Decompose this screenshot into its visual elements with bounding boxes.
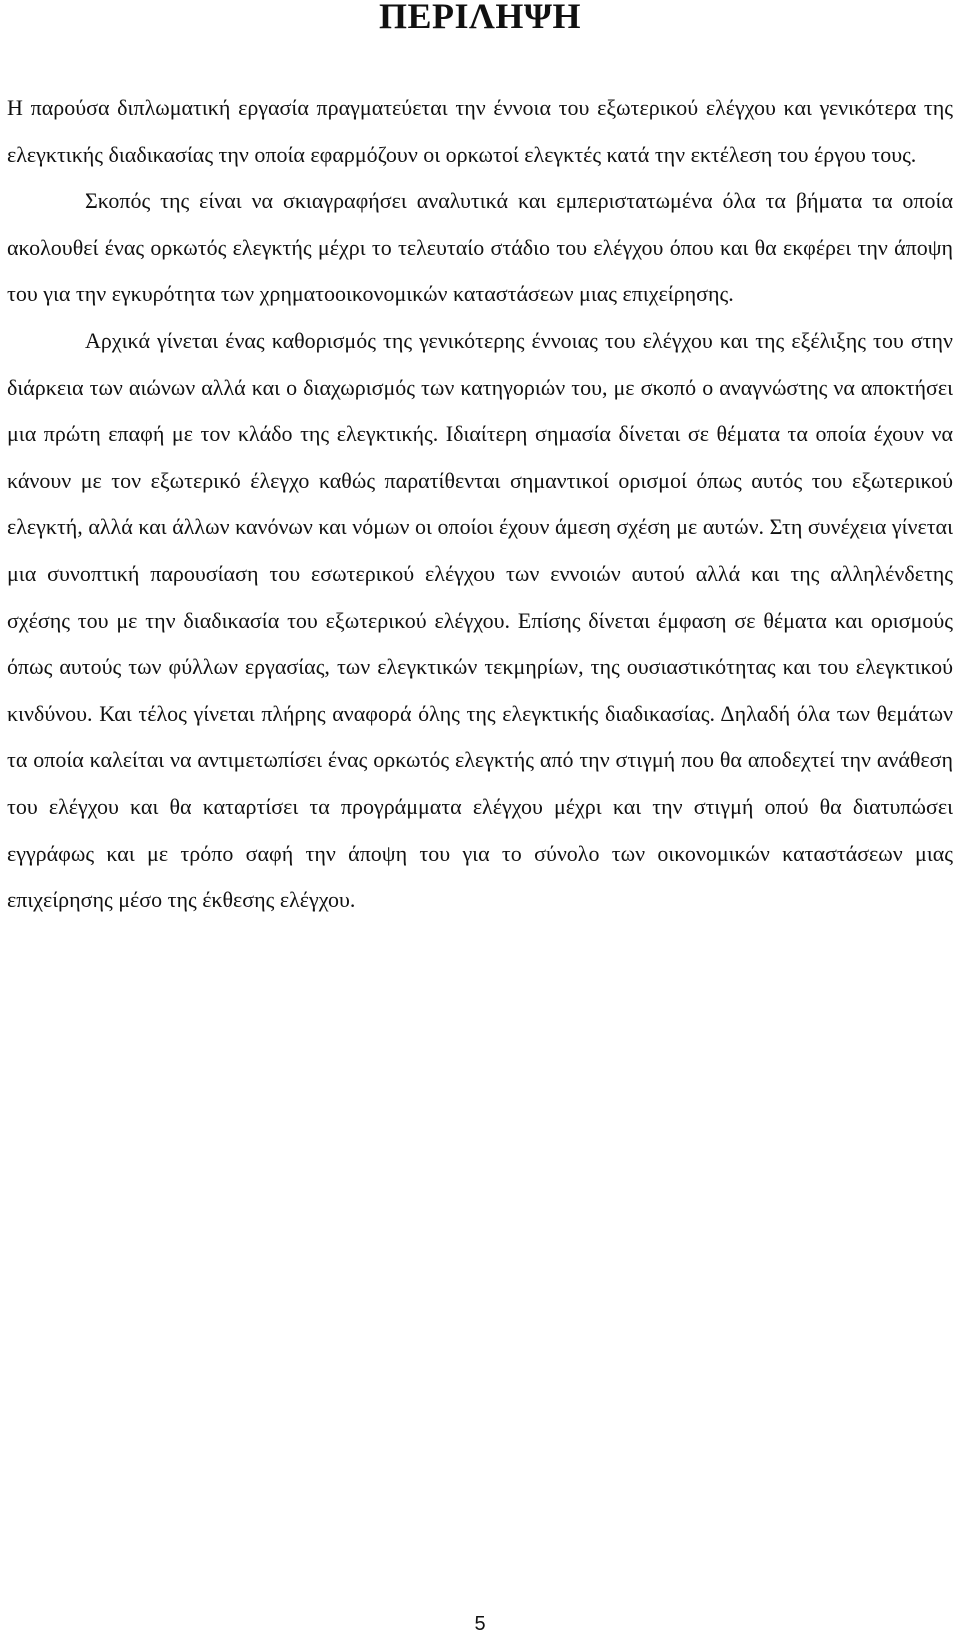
- paragraph-contents: Αρχικά γίνεται ένας καθορισμός της γενικότερης έννοιας του ελέγχου και της εξέλιξης του στην διάρκεια των αιώνων αλλά και ο διαχωρισμός των κατηγοριών του, με σκοπό ο αναγνώστης να αποκτήσει μια πρώτη επαφή με τον κλάδο της ελεγκτικής. Ιδιαίτερη σημασία δίνεται σε θέματα τα οποία έχουν να κάνουν με τον εξωτερικό έλεγχο καθώς παρατίθενται σημαντικοί ορισμοί όπως αυτός του εξωτερικού ελεγκτή, αλλά και άλλων κανόνων και νόμων οι οποίοι έχουν άμεση σχέση με αυτών. Στη συνέχεια γίνεται μια συνοπτική παρουσίαση του εσωτερικού ελέγχου των εννοιών αυτού αλλά και της αλληλένδετης σχέσης του με την διαδικασία του εξωτερικού ελέγχου. Επίσης δίνεται έμφαση σε θέματα και ορισμούς όπως αυτούς των φύλλων εργασίας, των ελεγκτικών τεκμηρίων, της ουσιαστικότητας και του ελεγκτικού κινδύνου. Και τέλος γίνεται πλήρης αναφορά όλης της ελεγκτικής διαδικασίας. Δηλαδή όλα των θεμάτων τα οποία καλείται να αντιμετωπίσει ένας ορκωτός ελεγκτής από την στιγμή που θα αποδεχτεί την ανάθεση του ελέγχου και θα καταρτίσει τα προγράμματα ελέγχου μέχρι και την στιγμή οπού θα διατυπώσει εγγράφως και με τρόπο σαφή την άποψη του για το σύνολο των οικονομικών καταστάσεων μιας επιχείρησης μέσο της έκθεσης ελέγχου.: [7, 327, 953, 913]
- paragraph-intro: Η παρούσα διπλωματική εργασία πραγματεύεται την έννοια του εξωτερικού ελέγχου και γενικότερα της ελεγκτικής διαδικασίας την οποία εφαρμόζουν οι ορκωτοί ελεγκτές κατά την εκτέλεση του έργου τους.: [7, 95, 953, 167]
- page-number: 5: [474, 1613, 486, 1635]
- page-title: ΠΕΡΙΛΗΨΗ: [379, 0, 581, 36]
- abstract-body: [7, 85, 953, 924]
- paragraph-purpose: Σκοπός της είναι να σκιαγραφήσει αναλυτικά και εμπεριστατωμένα όλα τα βήματα τα οποία ακολουθεί ένας ορκωτός ελεγκτής μέχρι το τελευταίο στάδιο του ελέγχου όπου και θα εκφέρει την άποψη του για την εγκυρότητα των χρηματοοικονομικών καταστάσεων μιας επιχείρησης.: [7, 188, 953, 307]
